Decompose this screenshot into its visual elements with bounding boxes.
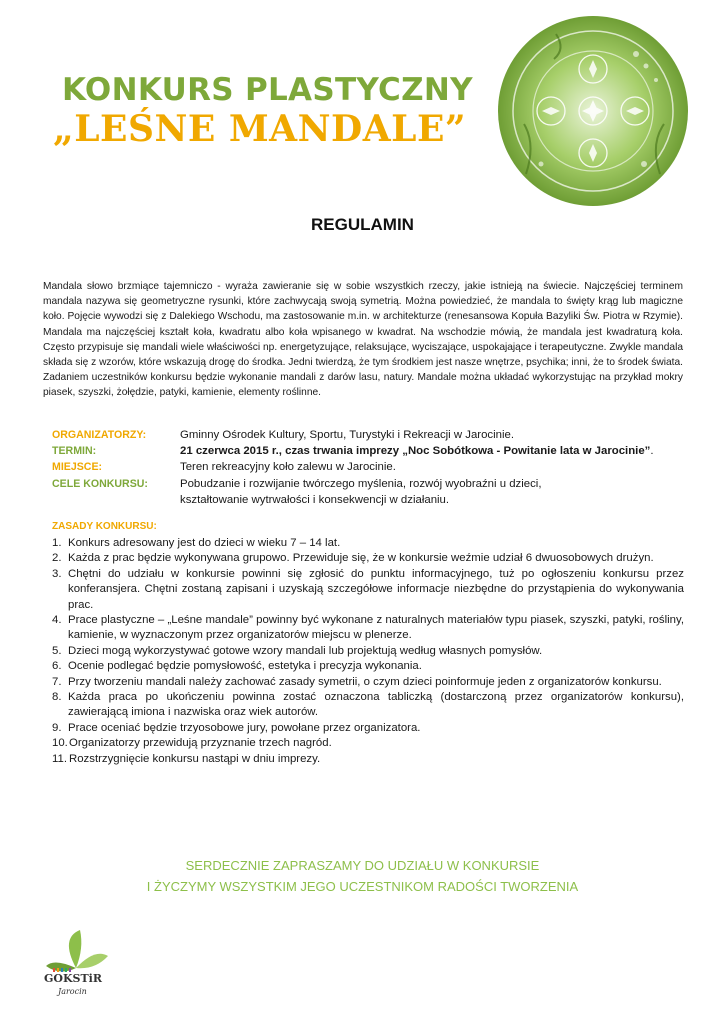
list-item — [52, 752, 684, 767]
rule-text: Przy tworzeniu mandali należy zachować zasady symetrii, o czym dzieci poinformuje jeden z organizatorów konkursu. — [68, 675, 662, 688]
rule-text: Konkurs adresowany jest do dzieci w wieku 7 – 14 lat. — [68, 537, 341, 549]
organizers-label: ORGANIZATORZY: — [52, 429, 147, 441]
rule-number: 6. — [52, 660, 62, 673]
rules-list — [52, 536, 684, 767]
info-row-place — [52, 459, 692, 475]
list-item — [52, 613, 684, 644]
goals-value — [180, 476, 692, 508]
rule-text: Chętni do udziału w konkursie powinni się zgłosić do punktu informacyjnego, tuż po ogłoszeniu konkursu przez konferansjera. Chętni zostaną zapisani i uzyskają szczegółowe informacje niezbędne do przystąpienia do wykonywania prac. — [68, 567, 684, 611]
info-row-organizers — [52, 427, 692, 443]
rule-number: 8. — [52, 691, 62, 704]
intro-paragraph: Mandala słowo brzmiące tajemniczo - wyraża zawieranie się w sobie wszystkich rzeczy, jakie istnieją na świecie. Najczęściej terminem mandala nazywa się geometryczne rysunki, które zachwycają swoją symetrią. Można powiedzieć, że mandala to święty krąg lub magiczne koło. Pojęcie wywodzi się z Dalekiego Wschodu, ma zastosowanie m.in. w architekturze (renesansowa Kopuła Bazyliki Św. Piotra w Rzymie). Mandala ma najczęściej kształt koła, kwadratu albo koła wpisanego w kwadrat. Na wschodzie mówią, że mandala jest kwadraturą koła. Często przypisuje się mandali wiele właściwości np. energetyzujące, relaksujące, wyciszające, uspokajające i terapeutyczne. Zwykle mandala składa się z wzorów, które wskazują drogę do środka. Jedni twierdzą, że tym środkiem jest nasze wnętrze, psychika; inni, że to środek świata. Zadaniem uczestników konkursu będzie wykonanie mandali z darów lasu, natury. Mandale można układać wykorzystując na przykład mokry piasek, szyszki, żołędzie, patyki, kamienie, elementy roślinne. — [43, 281, 683, 399]
info-row-term — [52, 443, 692, 459]
place-label: MIEJSCE: — [52, 461, 103, 474]
list-item — [52, 675, 684, 690]
logo-sub: Jarocin — [58, 987, 87, 996]
list-item — [52, 567, 684, 613]
goals-label: CELE KONKURSU: — [52, 477, 148, 490]
closing-message — [0, 855, 725, 897]
rule-number: 7. — [52, 675, 62, 688]
rule-number: 9. — [52, 721, 62, 734]
logo-name: GOKSTiR — [44, 972, 102, 985]
list-item — [52, 644, 684, 659]
list-item — [52, 721, 684, 736]
term-label: TERMIN: — [52, 445, 97, 458]
info-block — [52, 427, 692, 508]
list-item — [52, 736, 684, 751]
closing-line-1: SERDECZNIE ZAPRASZAMY DO UDZIAŁU W KONKURSIE — [185, 858, 540, 873]
term-value-wrap — [180, 443, 692, 459]
list-item — [52, 551, 684, 566]
list-item — [52, 659, 684, 674]
rule-text: Rozstrzygnięcie konkursu nastąpi w dniu imprezy. — [69, 752, 321, 765]
rule-number: 5. — [52, 644, 62, 657]
rule-text: Organizatorzy przewidują przyznanie trzech nagród. — [69, 737, 332, 750]
place-value: Teren rekreacyjny koło zalewu w Jarocinie. — [180, 461, 396, 474]
goals-line-1: Pobudzanie i rozwijanie twórczego myślenia, rozwój wyobraźni u dzieci, — [180, 477, 542, 490]
organizers-value: Gminny Ośrodek Kultury, Sportu, Turystyki i Rekreacji w Jarocinie. — [180, 429, 515, 441]
term-suffix: . — [650, 445, 654, 458]
list-item — [52, 536, 684, 551]
title-line-1: KONKURS PLASTYCZNY — [62, 72, 473, 108]
title-line-2: „LEŚNE MANDALE” — [53, 108, 467, 150]
rule-number: 3. — [52, 567, 62, 580]
rule-number: 4. — [52, 614, 62, 627]
rule-number: 10. — [52, 737, 68, 750]
rule-text: Prace oceniać będzie trzyosobowe jury, powołane przez organizatora. — [68, 721, 421, 734]
rule-text: Każda z prac będzie wykonywana grupowo. Przewiduje się, że w konkursie weźmie udział 6 dwuosobowych drużyn. — [68, 552, 654, 565]
rule-number: 11. — [52, 752, 67, 765]
gokstir-leaf-logo-icon — [40, 928, 112, 1008]
document-heading: REGULAMIN — [311, 215, 414, 234]
rule-text: Każda praca po ukończeniu powinna zostać oznaczona tabliczką (dostarczoną przez organizatorów konkursu), zawierającą imiona i nazwiska oraz wiek autorów. — [68, 691, 684, 719]
goals-line-2: kształtowanie wytrwałości i konsekwencji w działaniu. — [180, 493, 450, 506]
info-row-goals — [52, 476, 692, 508]
rules-heading: ZASADY KONKURSU: — [52, 521, 157, 532]
mandala-illustration-icon — [496, 14, 690, 208]
rule-text: Dzieci mogą wykorzystywać gotowe wzory mandali lub projektują według własnych pomysłów. — [68, 644, 543, 657]
rule-number: 2. — [52, 552, 62, 565]
rule-text: Prace plastyczne – „Leśne mandale” powinny być wykonane z naturalnych materiałów typu piasek, szyszki, patyki, rośliny, kamienie, w wyznaczonym przez organizatorów miejscu w plenerze. — [68, 614, 684, 642]
list-item — [52, 690, 684, 721]
rule-number: 1. — [52, 537, 62, 549]
term-value: 21 czerwca 2015 r., czas trwania imprezy „Noc Sobótkowa - Powitanie lata w Jarocinie” — [180, 445, 651, 458]
closing-line-2: I ŻYCZYMY WSZYSTKIM JEGO UCZESTNIKOM RADOŚCI TWORZENIA — [146, 879, 579, 894]
rule-text: Ocenie podlegać będzie pomysłowość, estetyka i precyzja wykonania. — [68, 660, 422, 673]
